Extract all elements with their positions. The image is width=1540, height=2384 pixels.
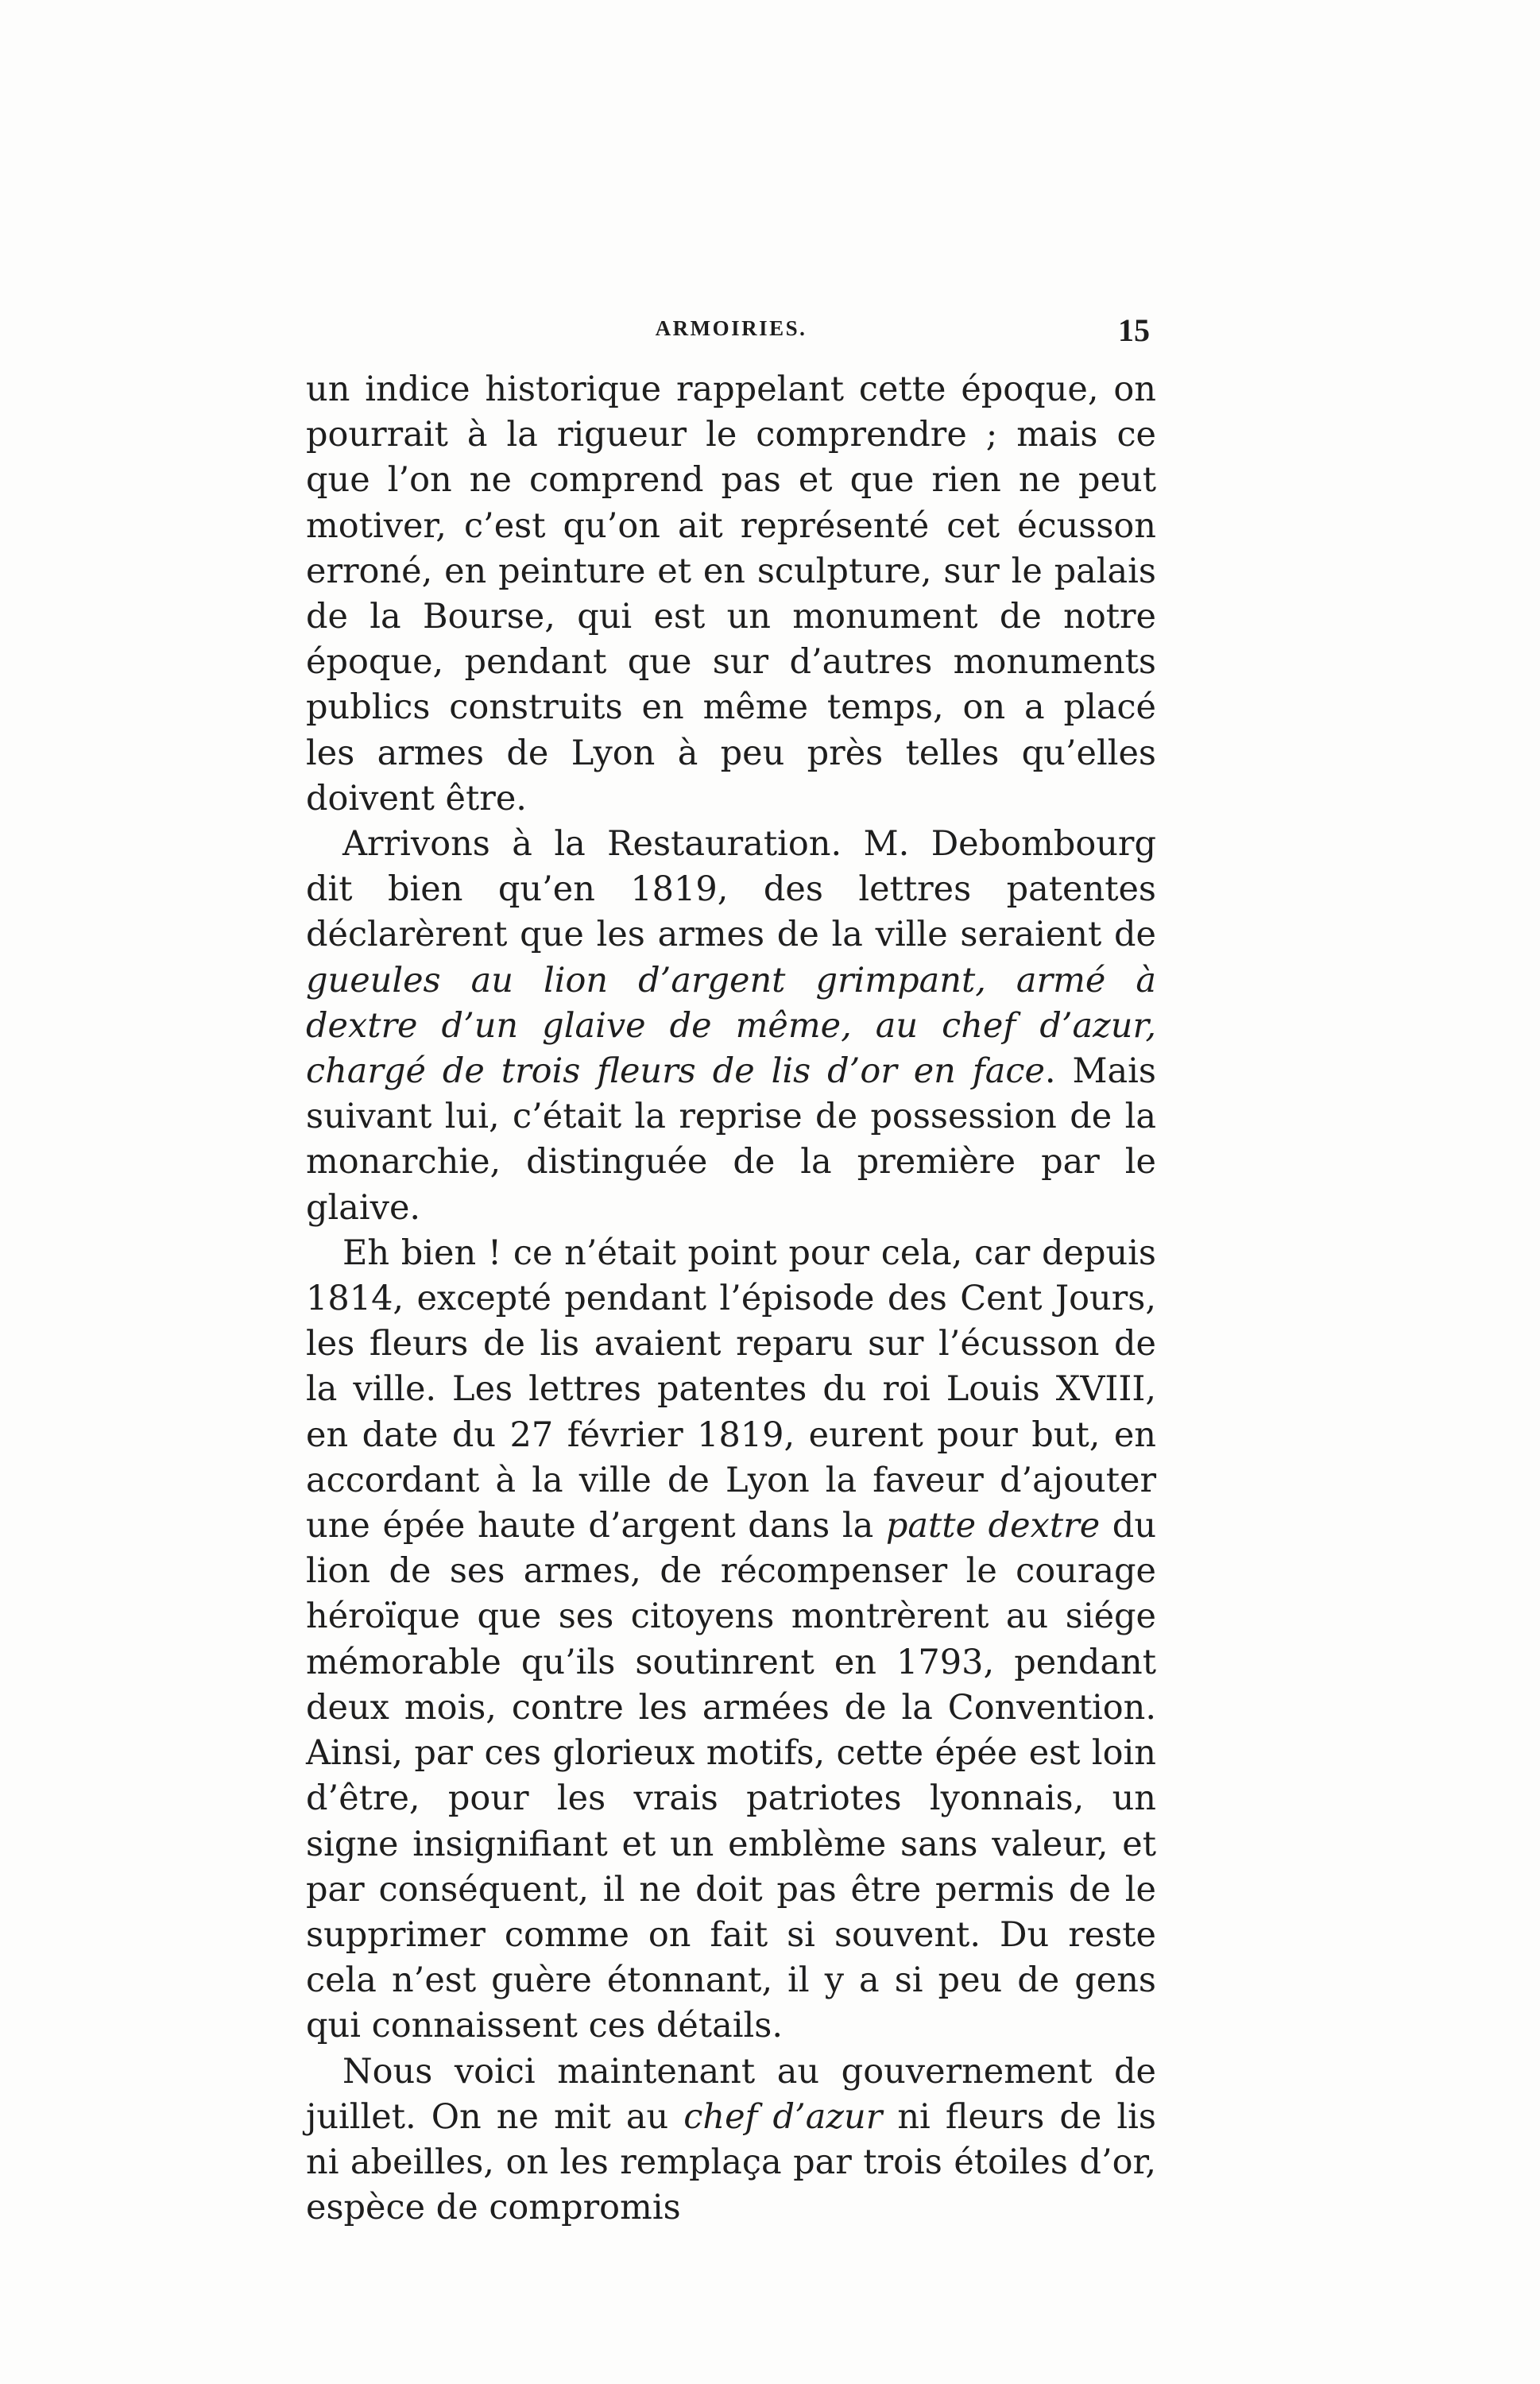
- text-run: un indice historique rappelant cette époque, on pourrait à la rigueur le comprendre ; mais ce que l’on ne comprend pas et que rien ne peut motiver, c’est qu’on ait représenté cet écusson erroné, en peinture et en sculpture, sur le palais de la Bourse, qui est un monument de notre époque, pendant que sur d’autres monuments publics construits en même temps, on a placé les armes de Lyon à peu près telles qu’elles doivent être.: [306, 370, 1156, 819]
- paragraph-eh-bien: [306, 1231, 1156, 2049]
- paragraph-restauration: [306, 822, 1156, 1231]
- running-head: [306, 312, 1156, 356]
- running-title: ARMOIRIES.: [655, 316, 807, 340]
- paragraph-continuation: [306, 367, 1156, 822]
- italic-blazon: gueules au lion d’argent grimpant, armé à dextre d’un glaive de même, au chef d’azur, chargé de trois fleurs de lis d’or en face: [306, 960, 1156, 1092]
- paragraph-juillet: [306, 2049, 1156, 2231]
- text-run: Arrivons à la Restauration. M. Debombourg dit bien qu’en 1819, des lettres patentes déclarèrent que les armes de la ville seraient de: [306, 824, 1156, 955]
- text-run: Eh bien ! ce n’était point pour cela, car depuis 1814, excepté pendant l’épisode des Cent Jours, les fleurs de lis avaient reparu sur l’écusson de la ville. Les lettres patentes du roi Louis XVIII, en date du 27 février 1819, eurent pour but, en accordant à la ville de Lyon la faveur d’ajouter une épée haute d’argent dans la: [306, 1233, 1156, 1546]
- italic-term: chef d’azur: [683, 2096, 883, 2137]
- text-run: Nous voici maintenant au gouvernement de juillet. On ne mit au: [306, 2051, 1156, 2137]
- body-text: [306, 367, 1156, 2231]
- text-run: . Mais suivant lui, c’était la reprise de possession de la monarchie, distinguée de la première par le glaive.: [306, 1051, 1156, 1228]
- page-number: 15: [1118, 312, 1150, 348]
- text-run: du lion de ses armes, de récompenser le courage héroïque que ses citoyens montrèrent au siége mémorable qu’ils soutinrent en 1793, pendant deux mois, contre les armées de la Convention. Ainsi, par ces glorieux motifs, cette épée est loin d’être, pour les vrais patriotes lyonnais, un signe insignifiant et un emblème sans valeur, et par conséquent, il ne doit pas être permis de le supprimer comme on fait si souvent. Du reste cela n’est guère étonnant, il y a si peu de gens qui connaissent ces détails.: [306, 1506, 1157, 2046]
- text-run: ni fleurs de lis ni abeilles, on les remplaça par trois étoiles d’or, espèce de compromis: [306, 2096, 1156, 2228]
- italic-term: patte dextre: [885, 1506, 1101, 1546]
